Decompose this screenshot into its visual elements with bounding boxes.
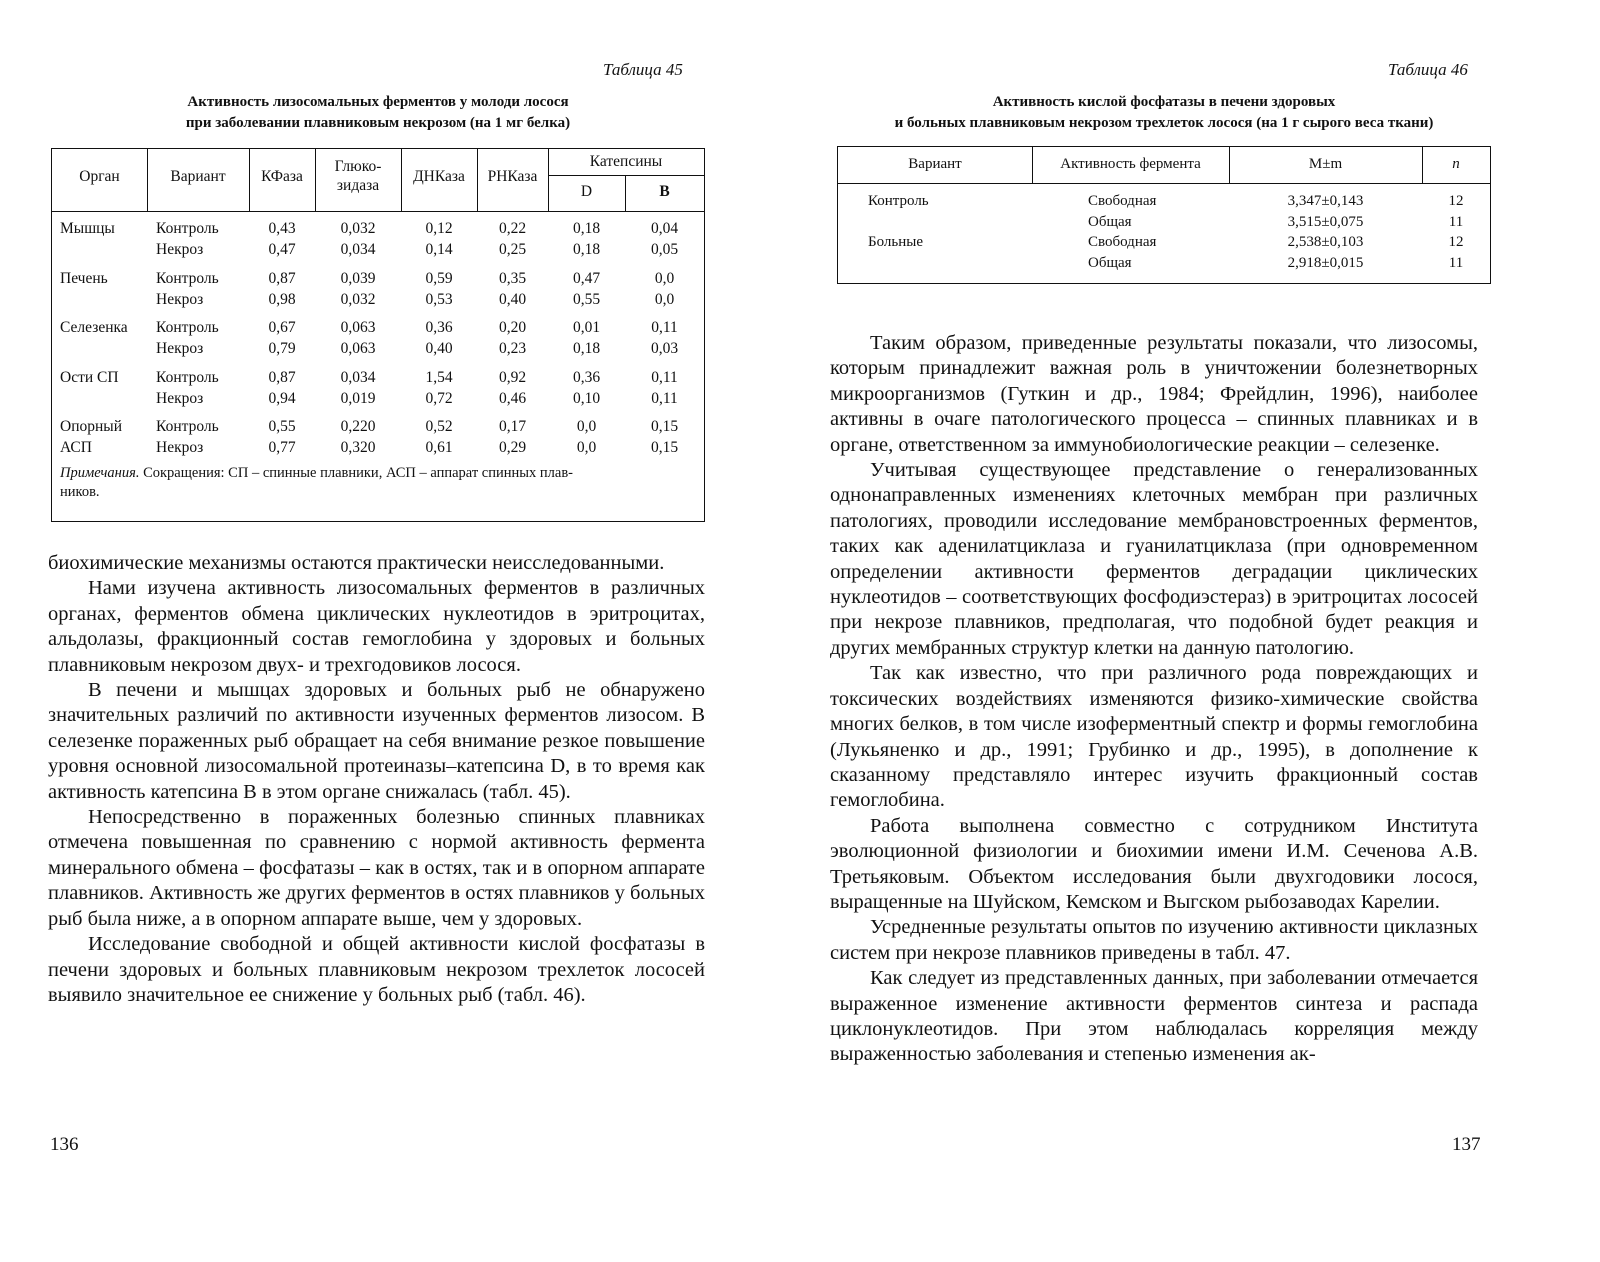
paragraph: В печени и мышцах здоровых и больных рыб не обнаружено значительных различий по активности изученных ферментов лизосом. В селезенке пораженных рыб обращает на себя внимание резкое повышение уровня основной лизосомальной протеиназы–катепсина D, в то время как активность катепсина В в этом органе снижалась (табл. 45). — [48, 679, 705, 803]
value-cell: 0,039 — [340, 269, 376, 287]
value-cell: 0,11 — [651, 368, 678, 386]
paragraph: Как следует из представленных данных, при заболевании отмечается выраженное изменение активности ферментов синтеза и распада циклонуклеотидов. При этом наблюдалась корреляция между выраженностью заболевания и степенью изменения ак- — [830, 967, 1478, 1066]
body-text — [48, 551, 705, 1008]
variant-cell: Контроль — [868, 193, 929, 209]
value-cell: 0,35 — [498, 269, 527, 287]
paragraph: биохимические механизмы остаются практически неисследованными. — [48, 552, 665, 574]
page-number: 137 — [1452, 1134, 1481, 1155]
table-title — [830, 92, 1498, 134]
grid-line — [52, 211, 704, 212]
variant-cell: Некроз — [156, 340, 204, 357]
value-cell: 0,92 — [498, 368, 527, 386]
value-cell: 0,53 — [425, 290, 453, 308]
value-cell: 0,03 — [650, 340, 679, 357]
paragraph: Нами изучена активность лизосомальных ферментов в различных органах, ферментов обмена циклических нуклеотидов в эритроцитах, альдолазы, фракционный состав гемоглобина у здоровых и больных плавниковым некрозом двух- и трехгодовиков лосося. — [48, 577, 705, 676]
value-cell: 0,79 — [268, 340, 296, 357]
table-46 — [837, 146, 1491, 284]
right-page — [800, 0, 1600, 1262]
n-cell: 12 — [1448, 193, 1464, 209]
value-cell: 0,01 — [572, 319, 601, 336]
value-cell: 0,10 — [572, 389, 601, 407]
value-cell: 0,43 — [268, 220, 296, 237]
variant-cell: Контроль — [156, 220, 219, 237]
table-45 — [51, 148, 705, 522]
value-cell: 0,034 — [340, 241, 376, 258]
value-cell: 0,20 — [498, 319, 527, 336]
value-cell: 0,36 — [572, 368, 601, 386]
header-organ: Орган — [79, 168, 120, 185]
value-cell: 0,0 — [654, 269, 675, 287]
value-cell: 0,47 — [572, 269, 601, 287]
note-text: ников. — [60, 484, 100, 500]
grid-line — [838, 183, 1490, 184]
organ-cell: Ости СП — [60, 368, 119, 386]
value-cell: 0,52 — [425, 418, 453, 435]
paragraph: Таким образом, приведенные результаты показали, что лизосомы, которым принадлежит важная роль в уничтожении болезнетворных микроорганизмов (Гуткин и др., 1984; Фрейдлин, 1996), наиболее активны в очаге патологического процесса – спинных плавниках и в органе, ответственном за иммунобиологические реакции – селезенке. — [830, 332, 1478, 456]
variant-cell: Контроль — [156, 418, 219, 435]
paragraph: Работа выполнена совместно с сотрудником Института эволюционной физиологии и биохимии имени И.М. Сеченова А.В. Третьяковым. Объектом исследования были двухгодовики лосося, выращенные на Шуйском, Кемском и Выгском рыбозаводах Карелии. — [830, 814, 1478, 913]
value-cell: 0,032 — [340, 220, 376, 237]
variant-cell: Некроз — [156, 389, 204, 407]
paragraph: Так как известно, что при различного рода повреждающих и токсических воздействиях изменяются физико-химические свойства многих белков, в том числе изоферментный спектр и формы гемоглобина (Лукьяненко и др., 1991; Грубинко и др., 1995), в дополнение к сказанному представляло интерес изучить фракционный состав гемоглобина. — [830, 662, 1478, 812]
value-cell: 0,019 — [340, 389, 376, 407]
header-variant: Вариант — [170, 168, 226, 185]
table-title-line: и больных плавниковым некрозом трехлеток лосося (на 1 г сырого веса ткани) — [894, 115, 1434, 131]
value-cell: 0,87 — [268, 269, 296, 287]
organ-cell: АСП — [60, 439, 92, 456]
table-label: Таблица 45 — [603, 60, 683, 79]
activity-cell: Общая — [1088, 254, 1132, 271]
value-cell: 0,29 — [498, 439, 527, 456]
value-cell: 0,36 — [425, 319, 453, 336]
table-title-line: при заболевании плавниковым некрозом (на 1 мг белка) — [185, 115, 571, 131]
note-text: Сокращения: СП – спинные плавники, АСП – аппарат спинных плав- — [143, 465, 574, 481]
value-cell: 0,032 — [340, 290, 376, 308]
value-cell: 0,15 — [650, 439, 679, 456]
header-d: D — [580, 183, 593, 200]
header-line: зидаза — [336, 177, 380, 194]
value-cell: 0,94 — [268, 389, 296, 407]
paragraph: Усредненные результаты опытов по изучению активности циклазных систем при некрозе плавников приведены в табл. 47. — [830, 916, 1478, 964]
value-cell: 1,54 — [425, 368, 453, 386]
mm-cell: 2,918±0,015 — [1287, 254, 1364, 271]
header-activity: Активность фермента — [1060, 156, 1201, 172]
variant-cell: Контроль — [156, 368, 219, 386]
header-n: n — [1452, 156, 1460, 172]
activity-cell: Свободная — [1088, 193, 1157, 209]
paragraph: Непосредственно в пораженных болезнью спинных плавниках отмечена повышенная по сравнению с нормой активность фермента минерального обмена – фосфатазы – как в остях, так и в опорном аппарате плавников. Активность же других ферментов в остях плавников у больных рыб была ниже, а в опорном аппарате выше, чем у здоровых. — [48, 806, 705, 930]
table-title-line: Активность кислой фосфатазы в печени здоровых — [992, 94, 1336, 110]
table-title — [51, 92, 705, 134]
value-cell: 0,0 — [576, 418, 597, 435]
organ-cell: Опорный — [60, 418, 122, 435]
value-cell: 0,22 — [498, 220, 527, 237]
value-cell: 0,98 — [268, 290, 296, 308]
header-variant: Вариант — [908, 156, 962, 172]
variant-cell: Больные — [868, 234, 924, 250]
value-cell: 0,320 — [340, 439, 376, 456]
value-cell: 0,063 — [340, 319, 376, 336]
value-cell: 0,14 — [425, 241, 453, 258]
header-dnkaza: ДНКаза — [413, 168, 465, 185]
activity-cell: Общая — [1088, 213, 1132, 230]
table-note — [60, 464, 700, 502]
value-cell: 0,18 — [572, 241, 601, 258]
activity-cell: Свободная — [1088, 234, 1157, 250]
value-cell: 0,11 — [651, 319, 678, 336]
grid-line — [548, 175, 704, 176]
value-cell: 0,87 — [268, 368, 296, 386]
header-b: В — [659, 183, 670, 200]
header-line: Глюко- — [334, 158, 382, 175]
value-cell: 0,67 — [268, 319, 296, 336]
variant-cell: Некроз — [156, 290, 204, 308]
header-rnkaza: РНКаза — [487, 168, 538, 185]
mm-cell: 2,538±0,103 — [1287, 234, 1364, 250]
paragraph: Исследование свободной и общей активности кислой фосфатазы в печени здоровых и больных плавниковым некрозом трехлеток лососей выявило значительное ее снижение у больных рыб (табл. 46). — [48, 933, 705, 1006]
variant-cell: Контроль — [156, 319, 219, 336]
table-title-line: Активность лизосомальных ферментов у молоди лосося — [187, 94, 569, 110]
variant-cell: Некроз — [156, 439, 204, 456]
n-cell: 11 — [1448, 213, 1464, 230]
value-cell: 0,04 — [650, 220, 679, 237]
n-cell: 11 — [1448, 254, 1464, 271]
organ-cell: Печень — [60, 269, 108, 287]
value-cell: 0,55 — [572, 290, 601, 308]
header-glukozidaza — [315, 157, 401, 195]
header-kfaza: КФаза — [261, 168, 303, 185]
value-cell: 0,17 — [498, 418, 527, 435]
value-cell: 0,220 — [340, 418, 376, 435]
page-number: 136 — [50, 1134, 79, 1155]
value-cell: 0,55 — [268, 418, 296, 435]
note-label: Примечания. — [60, 465, 140, 481]
mm-cell: 3,515±0,075 — [1287, 213, 1364, 230]
value-cell: 0,77 — [268, 439, 296, 456]
organ-cell: Мышцы — [60, 220, 115, 237]
value-cell: 0,063 — [340, 340, 376, 357]
value-cell: 0,47 — [268, 241, 296, 258]
value-cell: 0,59 — [425, 269, 453, 287]
value-cell: 0,40 — [498, 290, 527, 308]
value-cell: 0,0 — [654, 290, 675, 308]
variant-cell: Контроль — [156, 269, 219, 287]
value-cell: 0,25 — [498, 241, 527, 258]
value-cell: 0,05 — [650, 241, 679, 258]
value-cell: 0,40 — [425, 340, 453, 357]
value-cell: 0,46 — [498, 389, 527, 407]
variant-cell: Некроз — [156, 241, 204, 258]
body-text — [830, 331, 1478, 1068]
value-cell: 0,034 — [340, 368, 376, 386]
value-cell: 0,0 — [576, 439, 597, 456]
mm-cell: 3,347±0,143 — [1287, 193, 1364, 209]
value-cell: 0,11 — [651, 389, 678, 407]
value-cell: 0,61 — [425, 439, 453, 456]
paragraph: Учитывая существующее представление о генерализованных однонаправленных изменениях клеточных мембран при различных патологиях, проводили исследование мембрановстроенных ферментов, таких как аденилатциклаза и гуанилатциклаза (при одновременном определении активности ферментов деградации циклических нуклеотидов – соответствующих фосфодиэстераз) в эритроцитах лососей при некрозе плавников, предполагая, что подобной будет реакция и других мембранных структур клетки на данную патологию. — [830, 459, 1478, 659]
value-cell: 0,18 — [572, 340, 601, 357]
value-cell: 0,18 — [572, 220, 601, 237]
header-mm: M±m — [1308, 156, 1343, 172]
value-cell: 0,23 — [498, 340, 527, 357]
n-cell: 12 — [1448, 234, 1464, 250]
value-cell: 0,15 — [650, 418, 679, 435]
value-cell: 0,12 — [425, 220, 453, 237]
table-label: Таблица 46 — [1388, 60, 1468, 79]
value-cell: 0,72 — [425, 389, 453, 407]
header-katepsiny: Катепсины — [589, 153, 663, 170]
organ-cell: Селезенка — [60, 319, 128, 336]
